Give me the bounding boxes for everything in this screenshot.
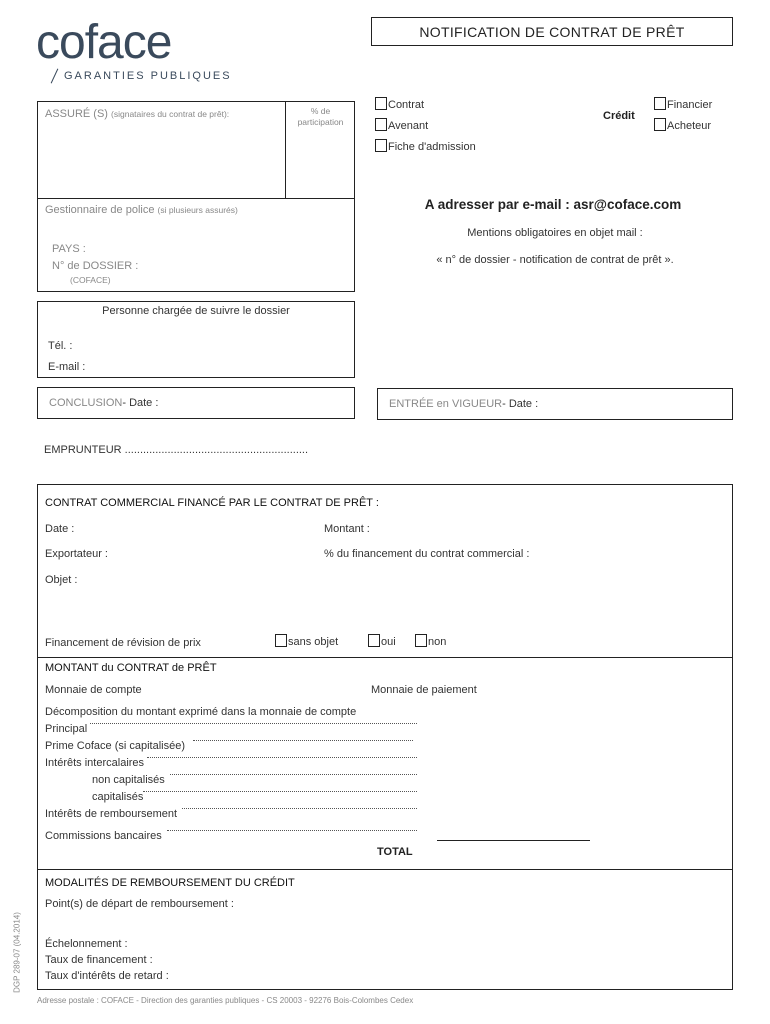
taux-retard-label: Taux d'intérêts de retard : [45,970,169,982]
monnaie-compte-label: Monnaie de compte [45,684,142,696]
principal-row[interactable] [45,723,417,735]
commissions-row[interactable] [45,830,417,842]
credit-label: Crédit [603,110,635,122]
checkbox-avenant-label: Avenant [388,120,429,132]
capitalises-row[interactable] [92,791,417,803]
dossier-note: (COFACE) [70,275,111,285]
main-divider-2 [37,869,733,870]
remboursement-dots [182,808,417,809]
checkbox-non[interactable] [415,634,446,648]
principal-label: Principal [45,723,88,735]
total-underline [437,840,590,841]
montant-pret-title: MONTANT du CONTRAT de PRÊT [45,662,217,674]
gestionnaire-note: (si plusieurs assurés) [157,205,238,215]
checkbox-icon[interactable] [375,118,387,131]
capitalises-dots [143,791,417,792]
conclusion-date-label: - Date : [122,397,159,409]
prime-label: Prime Coface (si capitalisée) [45,740,185,752]
total-label: TOTAL [377,846,413,858]
checkbox-contrat-label: Contrat [388,99,425,111]
non-capitalises-label: non capitalisés [92,774,165,786]
cc-montant-label: Montant : [324,523,370,535]
cc-exportateur-label: Exportateur : [45,548,108,560]
cc-revision-label: Financement de révision de prix [45,637,201,649]
contact-email: E-mail : [48,361,86,373]
logo-wordmark: coface [36,16,172,69]
capitalises-label: capitalisés [92,791,144,803]
cc-objet-label: Objet : [45,574,78,586]
checkbox-icon[interactable] [654,97,666,110]
participation-label [286,106,355,128]
assure-label [45,108,229,120]
checkbox-icon[interactable] [275,634,287,647]
gestionnaire-text: Gestionnaire de police [45,204,155,216]
echelonnement-label: Échelonnement : [45,938,128,950]
checkbox-icon[interactable] [415,634,427,647]
taux-financement-label: Taux de financement : [45,954,153,966]
prime-dots [193,740,413,741]
remboursement-row[interactable] [45,808,417,820]
form-title-box [371,17,733,46]
assure-label-note: (signataires du contrat de prêt): [111,109,230,119]
checkbox-icon[interactable] [368,634,380,647]
main-divider-1 [37,657,733,658]
prime-row[interactable] [45,740,417,752]
email-heading: A adresser par e-mail : asr@coface.com [424,197,682,212]
checkbox-icon[interactable] [375,97,387,110]
monnaie-paiement-label: Monnaie de paiement [371,684,477,696]
logo-subtitle: GARANTIES PUBLIQUES [64,70,232,82]
intercalaires-dots [147,757,417,758]
checkbox-acheteur[interactable] [654,118,711,132]
non-label: non [428,636,447,648]
non-capitalises-dots [170,774,417,775]
footer-address: Adresse postale : COFACE - Direction des garanties publiques - CS 20003 - 92276 Bois-Colombes Cedex [37,996,414,1005]
entree-label: ENTRÉE en VIGUEUR [389,398,503,410]
principal-dots [90,723,417,724]
contrat-commercial-title: CONTRAT COMMERCIAL FINANCÉ PAR LE CONTRAT DE PRÊT : [45,497,379,509]
modalites-title: MODALITÉS DE REMBOURSEMENT DU CRÉDIT [45,877,295,889]
depart-label: Point(s) de départ de remboursement : [45,898,234,910]
email-mentions: Mentions obligatoires en objet mail : [467,227,643,239]
intercalaires-row[interactable] [45,757,417,769]
checkbox-contrat[interactable] [375,97,424,111]
form-title: NOTIFICATION DE CONTRAT DE PRÊT [419,23,685,40]
non-capitalises-row[interactable] [92,774,417,786]
email-format: « n° de dossier - notification de contrat de prêt ». [436,254,674,266]
checkbox-fiche[interactable] [375,139,476,153]
assure-label-text: ASSURÉ (S) [45,108,108,120]
intercalaires-label: Intérêts intercalaires [45,757,145,769]
pays-label: PAYS : [52,243,86,255]
conclusion-box[interactable] [37,387,355,419]
gestionnaire-label [45,204,238,216]
checkbox-financier-label: Financier [667,99,713,111]
decomposition-label: Décomposition du montant exprimé dans la monnaie de compte [45,706,357,718]
assure-divider-h [37,198,355,199]
conclusion-label: CONCLUSION [49,397,123,409]
checkbox-financier[interactable] [654,97,712,111]
entree-date-label: - Date : [502,398,539,410]
emprunteur-line[interactable]: EMPRUNTEUR ............................................................ [44,444,309,456]
contact-title: Personne chargée de suivre le dossier [102,305,290,317]
checkbox-icon[interactable] [654,118,666,131]
checkbox-avenant[interactable] [375,118,428,132]
checkbox-icon[interactable] [375,139,387,152]
entree-box[interactable] [377,388,733,420]
checkbox-sans-objet[interactable] [275,634,338,648]
checkbox-acheteur-label: Acheteur [667,120,712,132]
participation-label-1: % de [310,106,331,116]
contact-tel: Tél. : [48,340,73,352]
remboursement-label: Intérêts de remboursement [45,808,178,820]
participation-label-2: participation [297,117,344,127]
cc-pct-label: % du financement du contrat commercial : [324,548,530,560]
checkbox-oui[interactable] [368,634,396,648]
dossier-label: N° de DOSSIER : [52,260,139,272]
cc-date-label: Date : [45,523,75,535]
coface-logo [36,14,236,84]
oui-label: oui [381,636,396,648]
sans-objet-label: sans objet [288,636,339,648]
footer-ref: DGP 289-07 (04.2014) [12,912,22,993]
checkbox-fiche-label: Fiche d'admission [388,141,476,153]
commissions-dots [167,830,417,831]
commissions-label: Commissions bancaires [45,830,162,842]
